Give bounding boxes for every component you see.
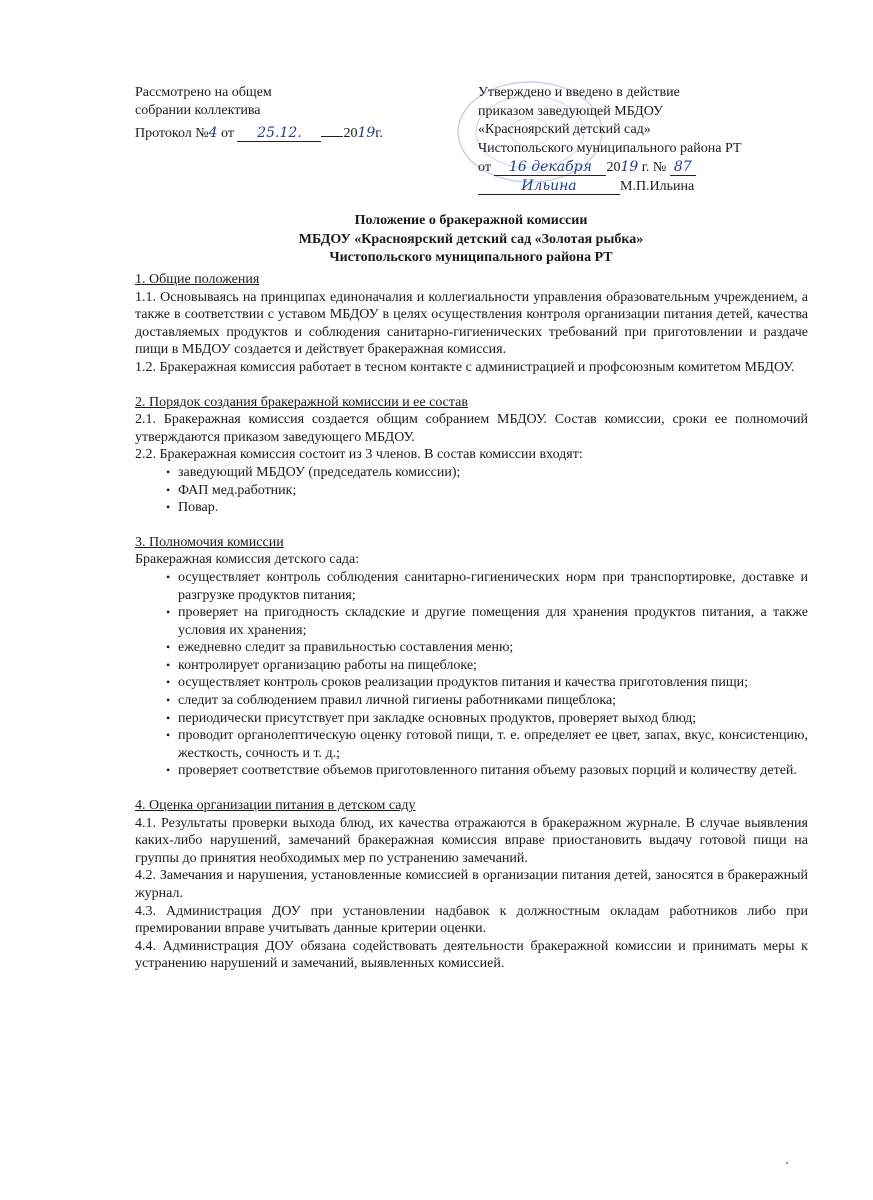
approval-block — [478, 84, 741, 196]
review-line-1: Рассмотрено на общем — [135, 85, 272, 100]
protocol-year-end: г. — [375, 126, 383, 141]
scan-speck — [786, 1162, 788, 1164]
members-list — [135, 464, 808, 517]
approval-line-4: Чистопольского муниципального района РТ — [478, 140, 742, 156]
list-item: • Повар. — [178, 499, 808, 517]
paragraph-4-2: 4.2. Замечания и нарушения, установленные комиссией в организации питания детей, заносятся в бракеражный журнал. — [135, 868, 808, 901]
order-from: от — [478, 160, 491, 175]
review-line-2: собрании коллектива — [135, 103, 261, 118]
section-4-title: 4. Оценка организации питания в детском саду — [135, 798, 416, 814]
approval-line-1: Утверждено и введено в действие — [478, 85, 680, 100]
list-item: • осуществляет контроль соблюдения санитарно-гигиенических норм при транспортировке, доставке и разгрузке продуктов питания; — [178, 569, 808, 604]
section-2-title: 2. Порядок создания бракеражной комиссии и ее состав — [135, 394, 468, 410]
order-line — [478, 158, 741, 178]
order-year-suffix: 19 — [620, 159, 639, 175]
list-item: • проверяет на пригодность складские и другие помещения для хранения продуктов питания, а также условия их хранения; — [178, 604, 808, 639]
signature-line — [478, 178, 741, 197]
list-item: • проводит органолептическую оценку готовой пищи, т. е. определяет ее цвет, запах, вкус, консистенцию, жесткость, сочность и т. д.; — [178, 727, 808, 762]
paragraph-4-4: 4.4. Администрация ДОУ обязана содействовать деятельности бракеражной комиссии и принимать меры к устранению нарушений и замечаний, выявленных комиссией. — [135, 938, 808, 972]
paragraph-4-3: 4.3. Администрация ДОУ при установлении надбавок к должностным окладам работников либо при премировании вправе учитывать данные критерии оценки. — [135, 903, 808, 937]
list-item: • ежедневно следит за правильностью составления меню; — [178, 639, 808, 657]
paragraph-3-intro: Бракеражная комиссия детского сада: — [135, 552, 360, 568]
paragraph-1-2: 1.2. Бракеражная комиссия работает в тесном контакте с администрацией и профсоюзным комитетом МБДОУ. — [135, 359, 795, 375]
section-4 — [135, 797, 808, 973]
document-title — [135, 212, 807, 268]
list-item: • проверяет соответствие объемов приготовленного питания объему разовых порций и количеству детей. — [178, 762, 808, 780]
order-date: 16 декабря — [494, 159, 606, 176]
paragraph-2-2: 2.2. Бракеражная комиссия состоит из 3 членов. В состав комиссии входят: — [135, 447, 583, 463]
approval-line-3: «Красноярский детский сад» — [478, 122, 651, 137]
title-line-2: МБДОУ «Красноярский детский сад «Золотая рыбка» — [298, 231, 644, 247]
title-line-1: Положение о бракеражной комиссии — [354, 213, 588, 228]
list-item: • ФАП мед.работник; — [178, 482, 808, 500]
list-item: • периодически присутствует при закладке основных продуктов, проверяет выход блюд; — [178, 710, 808, 728]
protocol-number: 4 — [208, 125, 218, 141]
paragraph-2-1: 2.1. Бракеражная комиссия создается общим собранием МБДОУ. Состав комиссии, сроки ее полномочий утверждаются приказом заведующего МБДОУ. — [135, 412, 808, 445]
protocol-year-suffix: 19 — [357, 125, 376, 141]
handwritten-signature: Ильина — [478, 178, 620, 195]
document-body — [135, 271, 808, 973]
approval-line-2: приказом заведующей МБДОУ — [478, 103, 663, 119]
protocol-prefix: Протокол № — [135, 126, 209, 141]
section-1-title: 1. Общие положения — [135, 272, 260, 287]
order-number: 87 — [670, 159, 696, 176]
section-2 — [135, 394, 808, 517]
list-item: • заведующий МБДОУ (председатель комиссии); — [178, 464, 808, 482]
list-item: • контролирует организацию работы на пищеблоке; — [178, 657, 808, 675]
signer-name: М.П.Ильина — [620, 178, 695, 194]
powers-list — [135, 569, 808, 780]
protocol-year-prefix: 20 — [343, 126, 358, 141]
order-number-label: г. № — [641, 160, 667, 175]
section-3 — [135, 534, 808, 780]
section-3-title: 3. Полномочия комиссии — [135, 534, 284, 550]
protocol-line — [135, 120, 383, 143]
order-year-prefix: 20 — [606, 160, 621, 175]
protocol-from: от — [221, 126, 234, 141]
paragraph-1-1: 1.1. Основываясь на принципах единоначалия и коллегиальности управления образовательным учреждением, а также в соответствии с уставом МБДОУ в целях осуществления контроля организации питания детей, качества доставляемых продуктов и соблюдения санитарно-гигиенических требований при приготовлении и раздаче пищи в МБДОУ создается и действует бракеражная комиссия. — [135, 289, 808, 358]
title-line-3: Чистопольского муниципального района РТ — [329, 250, 613, 265]
review-block — [135, 84, 383, 143]
paragraph-4-1: 4.1. Результаты проверки выхода блюд, их качества отражаются в бракеражном журнале. В случае выявления каких-либо нарушений, замечаний бракеражная комиссия вправе приостановить выдачу готовой пищи на группы до принятия необходимых мер по устранению замечаний. — [135, 815, 808, 866]
list-item: • следит за соблюдением правил личной гигиены работниками пищеблока; — [178, 692, 808, 710]
section-1 — [135, 271, 808, 377]
list-item: • осуществляет контроль сроков реализации продуктов питания и качества приготовления пищи; — [178, 674, 808, 692]
protocol-date: 25.12. — [237, 125, 321, 142]
